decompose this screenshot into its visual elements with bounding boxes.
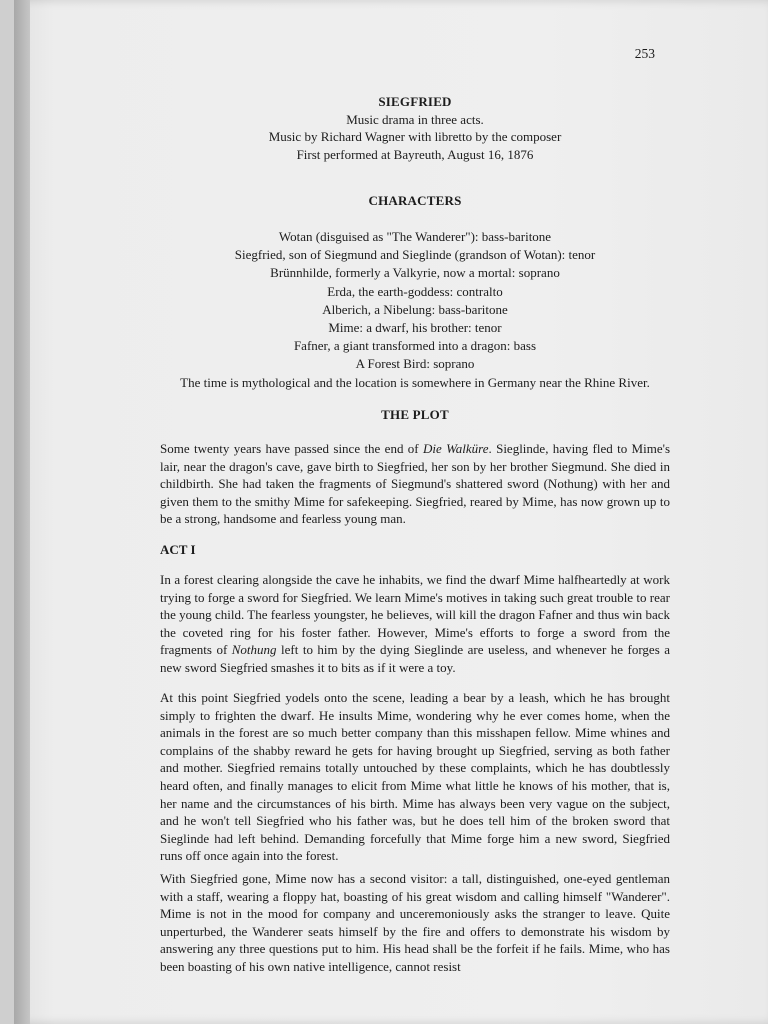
character-item: Alberich, a Nibelung: bass-baritone bbox=[322, 301, 508, 317]
opera-title: SIEGFRIED bbox=[378, 94, 452, 109]
paragraph-text bbox=[160, 571, 670, 677]
plot-heading: THE PLOT bbox=[381, 407, 449, 422]
text-run: Some twenty years have passed since the end of bbox=[160, 441, 423, 456]
text-run: . Sieglinde, having fled to Mime's lair, near the dragon's cave, gave birth to Siegfried, her son by her brother Siegmund. She died in childbirth. She had taken the fragments of Siegmund's shattered sword (Nothung) with her and given them to the smithy Mime for safekeeping. Siegfried, reared by Mime, has now grown up to be a strong, handsome and fearless young man. bbox=[160, 441, 671, 527]
act-heading-block bbox=[160, 541, 670, 559]
character-item: A Forest Bird: soprano bbox=[355, 356, 475, 372]
act1-paragraph-2 bbox=[160, 689, 670, 865]
act1-paragraph-3 bbox=[160, 870, 670, 976]
plot-intro-paragraph bbox=[160, 440, 670, 528]
character-item: Erda, the earth-goddess: contralto bbox=[327, 283, 503, 299]
characters-heading: CHARACTERS bbox=[368, 193, 462, 208]
book-page bbox=[14, 0, 768, 1024]
plot-section bbox=[160, 406, 670, 424]
page-number: 253 bbox=[634, 46, 655, 61]
characters-section bbox=[160, 192, 670, 210]
title-block bbox=[160, 93, 670, 163]
book-spine bbox=[14, 0, 30, 1024]
character-item: Siegfried, son of Siegmund and Sieglinde (grandson of Wotan): tenor bbox=[234, 247, 596, 263]
paragraph-text: At this point Siegfried yodels onto the scene, leading a bear by a leash, which he has brought simply to frighten the dwarf. He insults Mime, wondering why he ever comes home, when the animals in the forest are so much better company than this misshapen fellow. Mime whines and complains of the shabby reward he gets for having brought up Siegfried, serving as both father and mother. Siegfried remains totally untouched by these complaints, which he has doubtlessly heard often, and finally manages to elicit from Mime what little he knows of his mother, that is, her name and the circumstances of his birth. Mime has always been very vague on the subject, and he won't tell Siegfried who his father was, but he does tell him of the broken sword that Sieglinde had left behind. Demanding forcefully that Mime forge him a new sword, Siegfried runs off once again into the forest. bbox=[160, 690, 670, 864]
italic-title: Die Walküre bbox=[422, 441, 489, 456]
character-item: Mime: a dwarf, his brother: tenor bbox=[328, 320, 502, 336]
setting-text: The time is mythological and the location is somewhere in Germany near the Rhine River. bbox=[180, 375, 650, 390]
subtitle-line: Music drama in three acts. bbox=[346, 111, 484, 127]
italic-name: Nothung bbox=[231, 642, 277, 658]
setting-line bbox=[160, 374, 670, 392]
act-heading: ACT I bbox=[160, 542, 196, 557]
paragraph-text bbox=[160, 440, 670, 528]
act1-paragraph-1 bbox=[160, 571, 670, 677]
character-item: Brünnhilde, formerly a Valkyrie, now a mortal: soprano bbox=[270, 265, 560, 281]
text-run: left to him by the dying Sieglinde are useless, and whenever he forges a new sword Siegfried smashes it to bits as if it were a toy. bbox=[160, 642, 671, 675]
characters-list bbox=[160, 228, 670, 374]
character-item: Fafner, a giant transformed into a dragon: bass bbox=[293, 338, 537, 354]
paragraph-text: With Siegfried gone, Mime now has a second visitor: a tall, distinguished, one-eyed gentleman with a staff, wearing a floppy hat, boasting of his great wisdom and calling himself "Wanderer". Mime is not in the mood for company and unceremoniously asks the stranger to leave. Quite unperturbed, the Wanderer seats himself by the fire and offers to demonstrate his wisdom by answering any three questions put to him. His head shall be the forfeit if he fails. Mime, who has been boasting of his own native intelligence, cannot resist bbox=[160, 871, 670, 974]
subtitle-line: First performed at Bayreuth, August 16, 1876 bbox=[296, 146, 534, 162]
text-run: In a forest clearing alongside the cave he inhabits, we find the dwarf Mime halfheartedly at work trying to forge a sword for Siegfried. We learn Mime's motives in taking such great trouble to rear the young child. The fearless youngster, he believes, will kill the dragon Fafner and thus win back the coveted ring for his foster father. However, Mime's efforts to forge a sword from the fragments of bbox=[160, 572, 670, 658]
character-item: Wotan (disguised as "The Wanderer"): bass-baritone bbox=[278, 229, 552, 244]
subtitle-line: Music by Richard Wagner with libretto by the composer bbox=[268, 129, 562, 145]
